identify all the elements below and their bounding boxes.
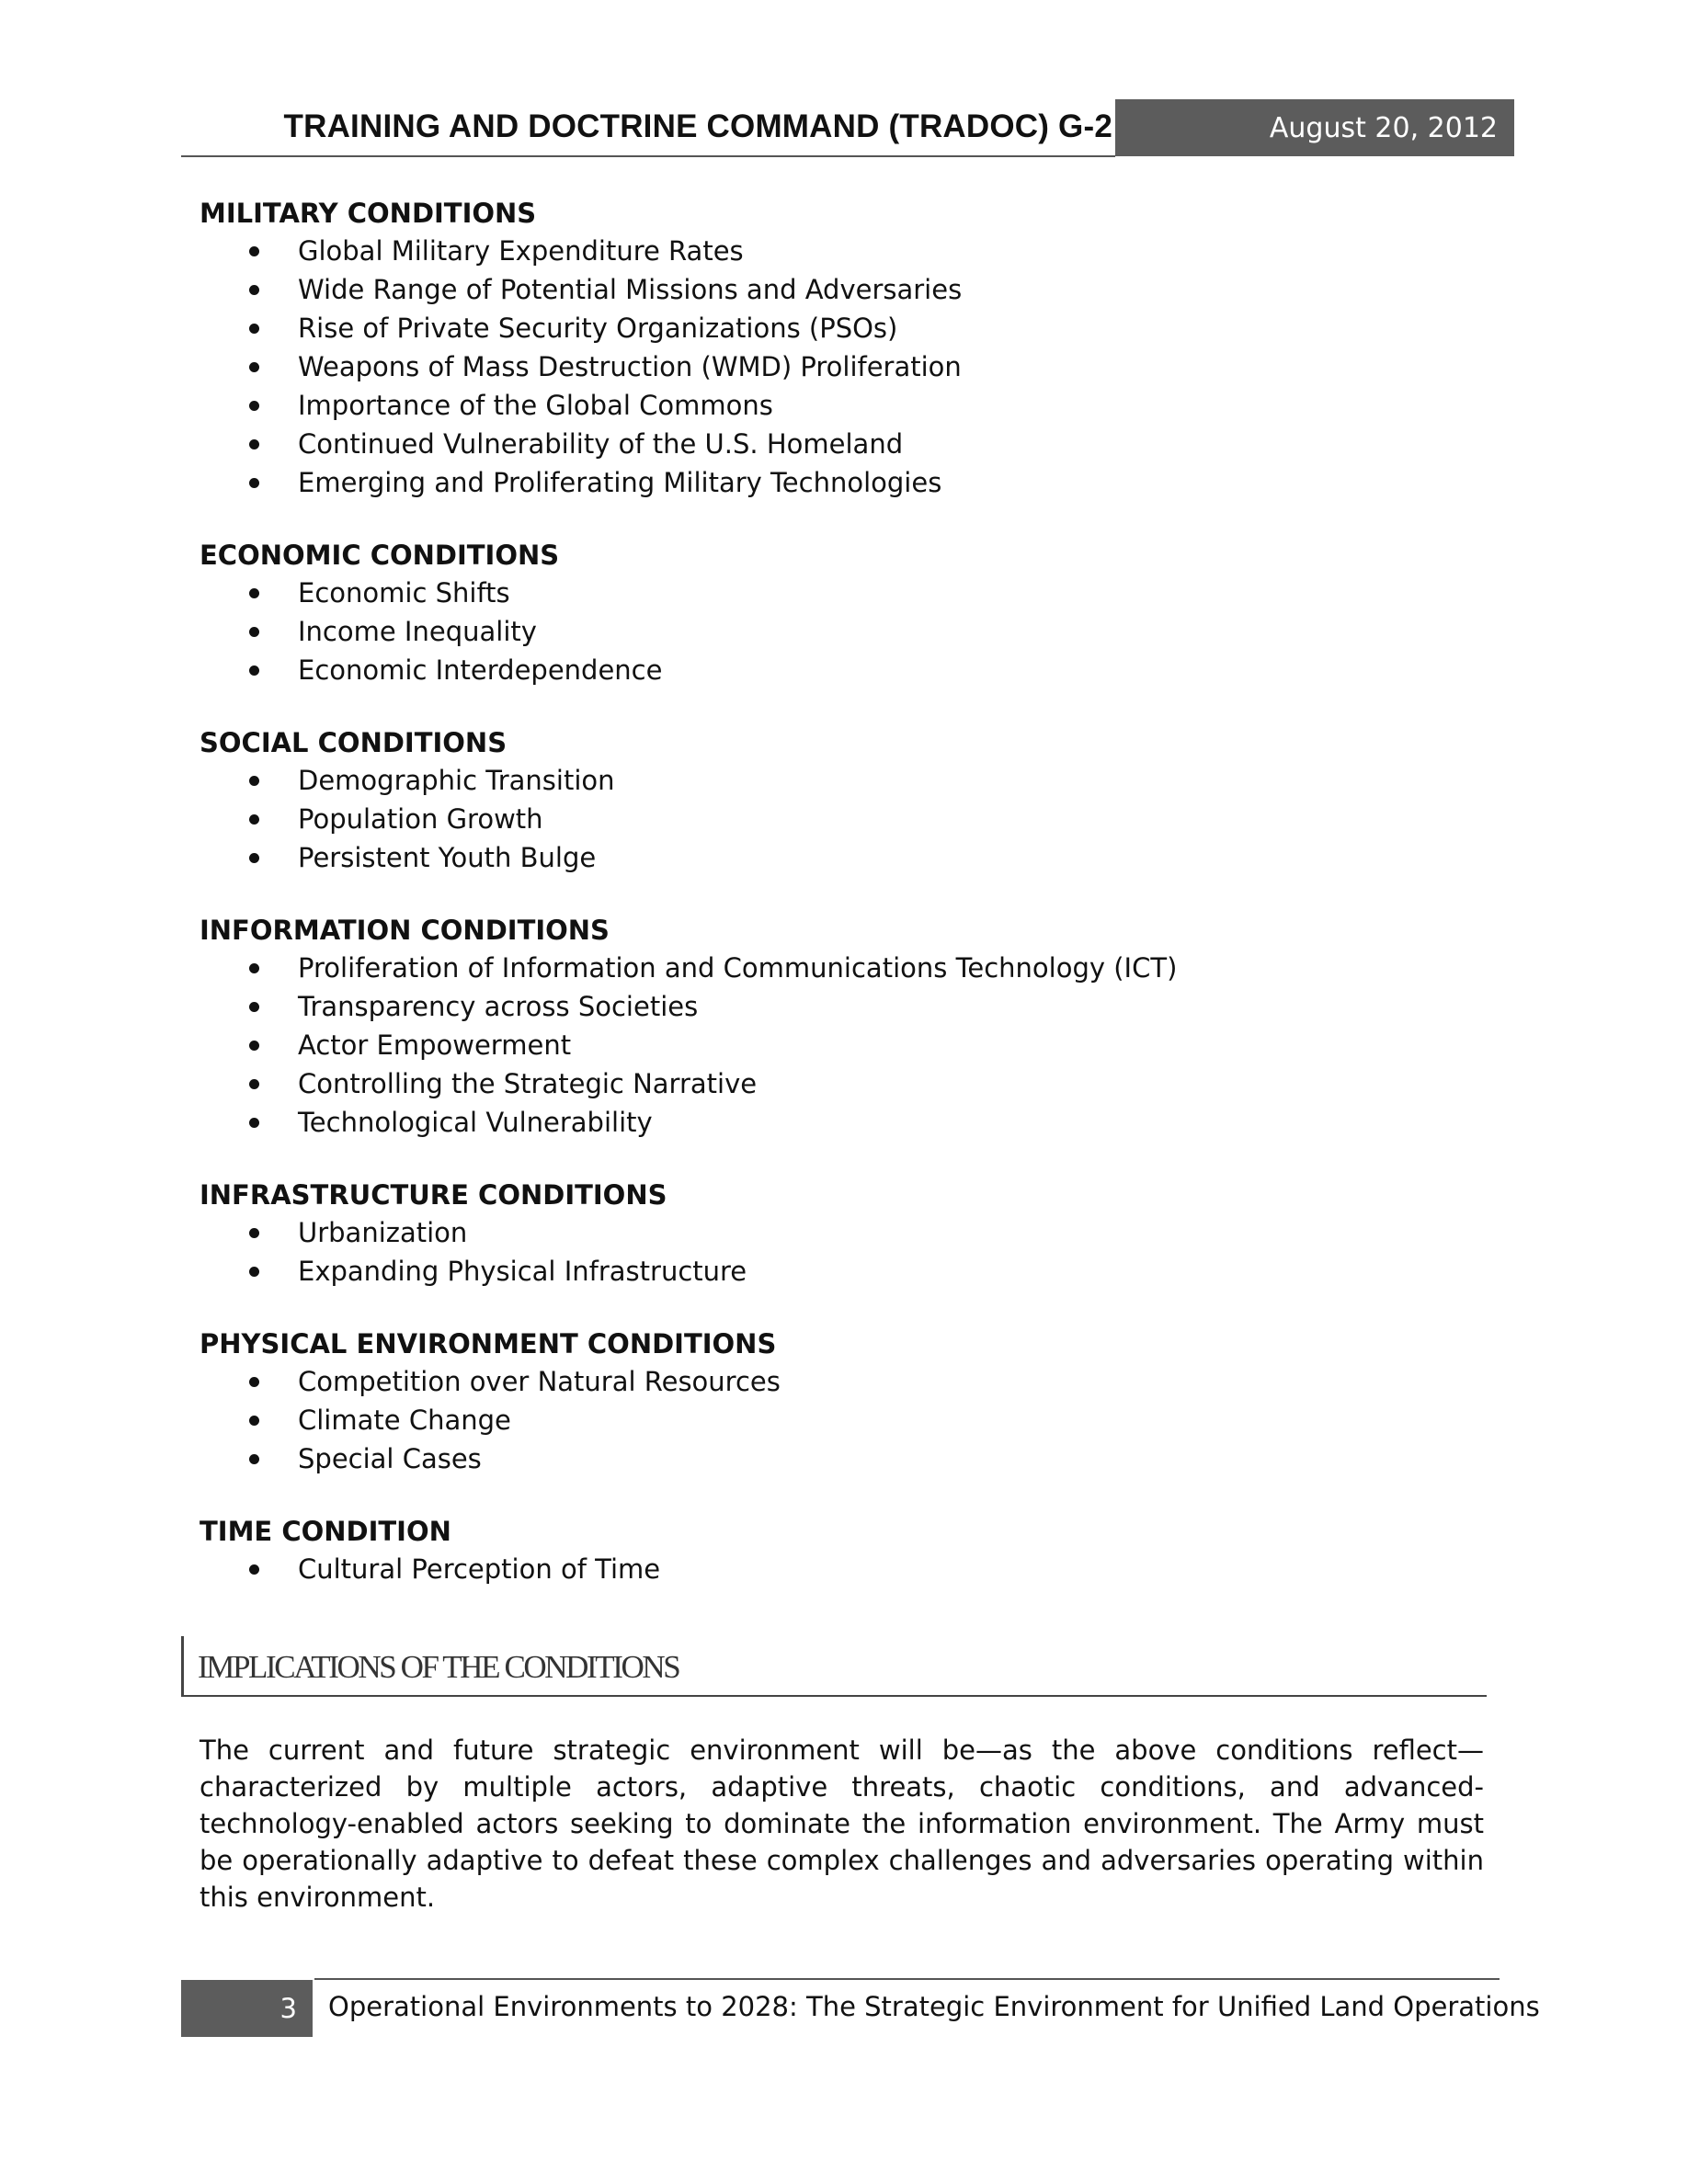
list-item-text: Emerging and Proliferating Military Technologies — [298, 467, 942, 498]
list-item — [200, 838, 1496, 877]
list-item — [200, 1362, 1496, 1401]
list-item — [200, 1026, 1496, 1064]
bullet-list — [200, 1213, 1496, 1291]
condition-section — [200, 1177, 1496, 1291]
bullet-icon — [249, 1564, 259, 1575]
section-heading: MILITARY CONDITIONS — [200, 198, 537, 229]
conditions-list — [200, 195, 1496, 1623]
bullet-icon — [249, 1228, 259, 1238]
list-item — [200, 1064, 1496, 1103]
bullet-icon — [249, 362, 259, 372]
bullet-list — [200, 1550, 1496, 1588]
bullet-icon — [249, 1118, 259, 1128]
section-heading: TIME CONDITION — [200, 1516, 451, 1547]
list-item-text: Continued Vulnerability of the U.S. Homeland — [298, 428, 904, 460]
bullet-list — [200, 761, 1496, 877]
list-item — [200, 425, 1496, 463]
section-heading: PHYSICAL ENVIRONMENT CONDITIONS — [200, 1328, 777, 1359]
list-item — [200, 232, 1496, 270]
condition-section — [200, 724, 1496, 877]
bullet-icon — [249, 285, 259, 295]
bullet-icon — [249, 588, 259, 598]
list-item — [200, 651, 1496, 689]
list-item-text: Population Growth — [298, 803, 543, 835]
list-item-text: Proliferation of Information and Communications Technology (ICT) — [298, 952, 1178, 984]
list-item-text: Urbanization — [298, 1217, 468, 1248]
implications-heading: IMPLICATIONS OF THE CONDITIONS — [198, 1649, 679, 1685]
header-date-box — [1115, 99, 1514, 156]
bullet-icon — [249, 1002, 259, 1012]
list-item-text: Expanding Physical Infrastructure — [298, 1256, 747, 1287]
bullet-icon — [249, 814, 259, 825]
list-item — [200, 612, 1496, 651]
list-item-text: Special Cases — [298, 1443, 482, 1474]
section-heading: INFORMATION CONDITIONS — [200, 915, 610, 946]
bullet-list — [200, 232, 1496, 502]
list-item — [200, 1550, 1496, 1588]
section-heading: ECONOMIC CONDITIONS — [200, 540, 560, 571]
list-item — [200, 987, 1496, 1026]
condition-section — [200, 1513, 1496, 1588]
header-date: August 20, 2012 — [1269, 112, 1498, 144]
list-item — [200, 270, 1496, 309]
list-item — [200, 800, 1496, 838]
list-item-text: Cultural Perception of Time — [298, 1553, 661, 1585]
list-item — [200, 574, 1496, 612]
bullet-icon — [249, 324, 259, 334]
bullet-icon — [249, 1267, 259, 1277]
bullet-list — [200, 949, 1496, 1142]
footer-document-title: Operational Environments to 2028: The Strategic Environment for Unified Land Operations — [328, 1991, 1540, 2022]
list-item-text: Persistent Youth Bulge — [298, 842, 597, 873]
list-item-text: Transparency across Societies — [298, 991, 699, 1022]
footer-page-box — [181, 1980, 313, 2037]
bullet-icon — [249, 1377, 259, 1387]
list-item — [200, 1213, 1496, 1252]
list-item-text: Global Military Expenditure Rates — [298, 235, 744, 267]
list-item-text: Weapons of Mass Destruction (WMD) Proliferation — [298, 351, 962, 382]
list-item-text: Competition over Natural Resources — [298, 1366, 781, 1397]
header-title: TRAINING AND DOCTRINE COMMAND (TRADOC) G-2 — [283, 108, 1112, 144]
page-header — [181, 99, 1514, 158]
heading-horizontal-rule — [181, 1695, 1487, 1697]
condition-section — [200, 912, 1496, 1142]
bullet-icon — [249, 776, 259, 786]
footer-rule — [314, 1978, 1500, 1980]
list-item-text: Economic Shifts — [298, 577, 510, 609]
list-item — [200, 1252, 1496, 1291]
list-item — [200, 386, 1496, 425]
section-heading: SOCIAL CONDITIONS — [200, 727, 508, 758]
list-item-text: Rise of Private Security Organizations (PSOs) — [298, 313, 898, 344]
list-item-text: Controlling the Strategic Narrative — [298, 1068, 758, 1099]
implications-heading-block — [181, 1636, 1487, 1701]
list-item-text: Economic Interdependence — [298, 654, 663, 686]
bullet-icon — [249, 665, 259, 676]
list-item — [200, 347, 1496, 386]
condition-section — [200, 195, 1496, 502]
list-item-text: Demographic Transition — [298, 765, 615, 796]
header-rule — [181, 155, 1115, 157]
list-item — [200, 1401, 1496, 1439]
bullet-icon — [249, 1416, 259, 1426]
bullet-icon — [249, 246, 259, 256]
bullet-icon — [249, 401, 259, 411]
list-item — [200, 463, 1496, 502]
list-item-text: Climate Change — [298, 1405, 511, 1436]
bullet-icon — [249, 478, 259, 488]
section-heading: INFRASTRUCTURE CONDITIONS — [200, 1179, 667, 1211]
list-item-text: Technological Vulnerability — [298, 1107, 653, 1138]
list-item — [200, 761, 1496, 800]
list-item-text: Importance of the Global Commons — [298, 390, 773, 421]
condition-section — [200, 537, 1496, 689]
list-item-text: Actor Empowerment — [298, 1029, 572, 1061]
bullet-icon — [249, 1041, 259, 1051]
page-footer — [181, 1978, 1540, 2039]
list-item — [200, 1103, 1496, 1142]
implications-paragraph: The current and future strategic environment will be—as the above conditions reflect—characterized by multiple actors, adaptive threats, chaotic conditions, and advanced-technology-enabled actors seeking to dominate the information environment. The Army must be operationally adaptive to defeat these complex challenges and adversaries operating within this environment. — [200, 1735, 1484, 1913]
bullet-icon — [249, 1079, 259, 1089]
list-item-text: Income Inequality — [298, 616, 537, 647]
list-item-text: Wide Range of Potential Missions and Adversaries — [298, 274, 963, 305]
page-number: 3 — [279, 1993, 297, 2024]
bullet-icon — [249, 1454, 259, 1464]
bullet-list — [200, 1362, 1496, 1478]
bullet-list — [200, 574, 1496, 689]
bullet-icon — [249, 853, 259, 863]
bullet-icon — [249, 963, 259, 973]
list-item — [200, 309, 1496, 347]
condition-section — [200, 1325, 1496, 1478]
bullet-icon — [249, 439, 259, 449]
bullet-icon — [249, 627, 259, 637]
list-item — [200, 949, 1496, 987]
list-item — [200, 1439, 1496, 1478]
heading-vertical-rule — [181, 1636, 184, 1697]
